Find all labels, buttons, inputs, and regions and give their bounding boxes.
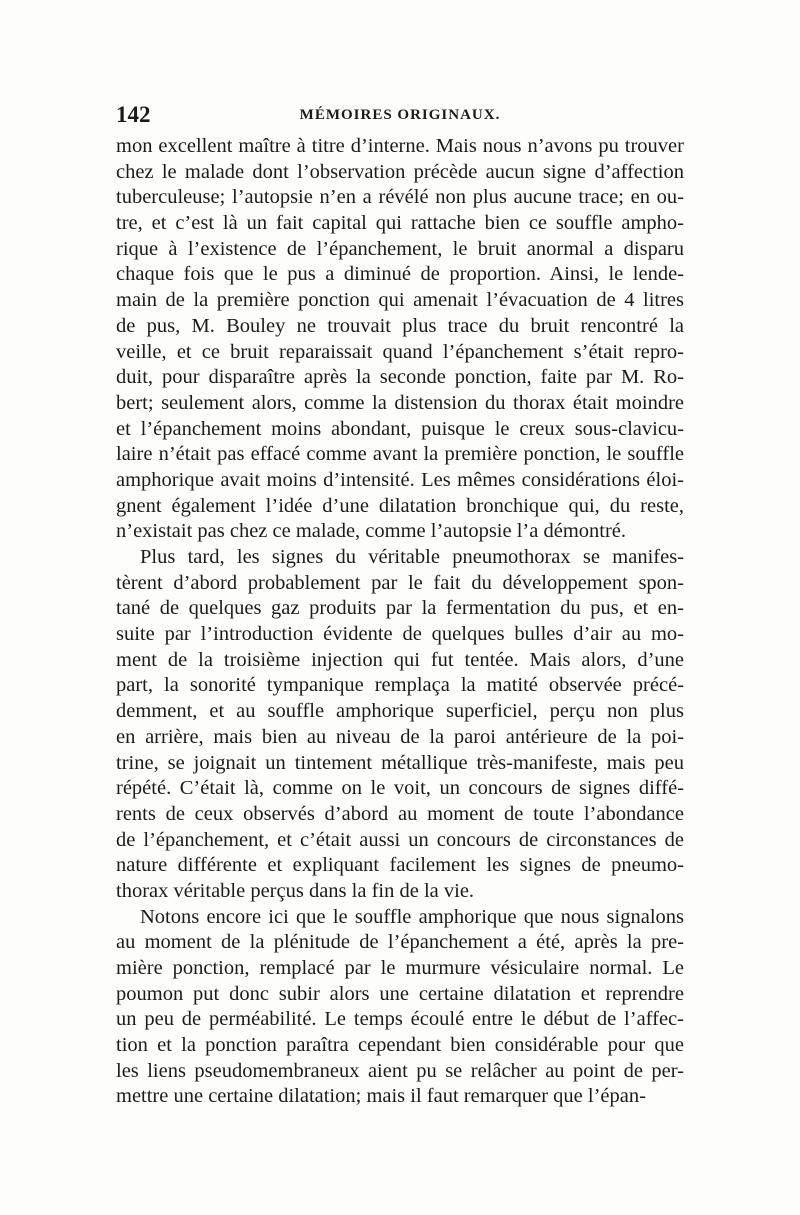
text-line: Notons encore ici que le souffle amphorique que nous signalons	[140, 905, 684, 928]
text-line: rique à l’existence de l’épanchement, le bruit anormal a disparu	[116, 237, 684, 260]
text-line: chaque fois que le pus a diminué de proportion. Ainsi, le lende-	[116, 263, 684, 286]
text-line: gnent également l’idée d’une dilatation bronchique qui, du reste,	[116, 494, 684, 517]
text-line: rents de ceux observés d’abord au moment de toute l’abondance	[116, 802, 684, 825]
text-line: et l’épanchement moins abondant, puisque le creux sous-clavicu-	[116, 417, 684, 440]
text-line: au moment de la plénitude de l’épanchement a été, après la pre-	[116, 931, 684, 954]
text-line: tre, et c’est là un fait capital qui rattache bien ce souffle ampho-	[116, 212, 684, 235]
text-line: mettre une certaine dilatation; mais il faut remarquer que l’épan-	[116, 1085, 646, 1108]
text-line: n’existait pas chez ce malade, comme l’autopsie l’a démontré.	[116, 520, 627, 543]
text-line: suite par l’introduction évidente de quelques bulles d’air au mo-	[116, 623, 684, 646]
text-line: nature différente et expliquant facilement les signes de pneumo-	[116, 854, 684, 877]
text-line: chez le malade dont l’observation précède aucun signe d’affection	[116, 160, 684, 183]
page-header	[116, 100, 684, 130]
text-line: veille, et ce bruit reparaissait quand l’épanchement s’était repro-	[116, 340, 684, 363]
text-line: tion et la ponction paraîtra cependant bien considérable pour que	[116, 1034, 684, 1057]
paragraph	[116, 134, 684, 545]
text-line: tèrent d’abord probablement par le fait du développement spon-	[116, 571, 684, 594]
running-title: MÉMOIRES ORIGINAUX.	[299, 107, 501, 123]
page-number: 142	[116, 102, 151, 127]
text-line: de pus, M. Bouley ne trouvait plus trace du bruit rencontré la	[116, 314, 684, 337]
text-line: un peu de perméabilité. Le temps écoulé entre le début de l’affec-	[116, 1008, 684, 1031]
paragraph	[116, 545, 684, 905]
body-text	[116, 134, 684, 1110]
text-line: bert; seulement alors, comme la distension du thorax était moindre	[116, 391, 684, 414]
text-line: mon excellent maître à titre d’interne. Mais nous n’avons pu trouver	[116, 135, 684, 157]
text-line: duit, pour disparaître après la seconde ponction, faite par M. Ro-	[116, 366, 684, 389]
text-line: thorax véritable perçus dans la fin de la vie.	[116, 879, 475, 902]
text-line: demment, et au souffle amphorique superficiel, perçu non plus	[116, 700, 684, 723]
text-line: en arrière, mais bien au niveau de la paroi antérieure de la poi-	[116, 725, 684, 748]
text-line: répété. C’était là, comme on le voit, un concours de signes diffé-	[116, 777, 684, 800]
text-line: amphorique avait moins d’intensité. Les mêmes considérations éloi-	[116, 468, 684, 491]
text-line: trine, se joignait un tintement métallique très-manifeste, mais peu	[116, 751, 684, 774]
paragraph	[116, 905, 684, 1111]
text-line: main de la première ponction qui amenait l’évacuation de 4 litres	[116, 289, 684, 312]
text-line: poumon put donc subir alors une certaine dilatation et reprendre	[116, 982, 684, 1005]
text-line: ment de la troisième injection qui fut tentée. Mais alors, d’une	[116, 648, 684, 671]
text-line: tuberculeuse; l’autopsie n’en a révélé non plus aucune trace; en ou-	[116, 186, 684, 209]
text-line: laire n’était pas effacé comme avant la première ponction, le souffle	[116, 443, 684, 466]
text-line: de l’épanchement, et c’était aussi un concours de circonstances de	[116, 828, 684, 851]
text-line: les liens pseudomembraneux aient pu se relâcher au point de per-	[116, 1059, 684, 1082]
text-line: tané de quelques gaz produits par la fermentation du pus, et en-	[116, 597, 684, 620]
text-line: mière ponction, remplacé par le murmure vésiculaire normal. Le	[116, 957, 684, 979]
text-line: Plus tard, les signes du véritable pneumothorax se manifes-	[140, 546, 684, 568]
text-line: part, la sonorité tympanique remplaça la matité observée précé-	[116, 674, 684, 697]
